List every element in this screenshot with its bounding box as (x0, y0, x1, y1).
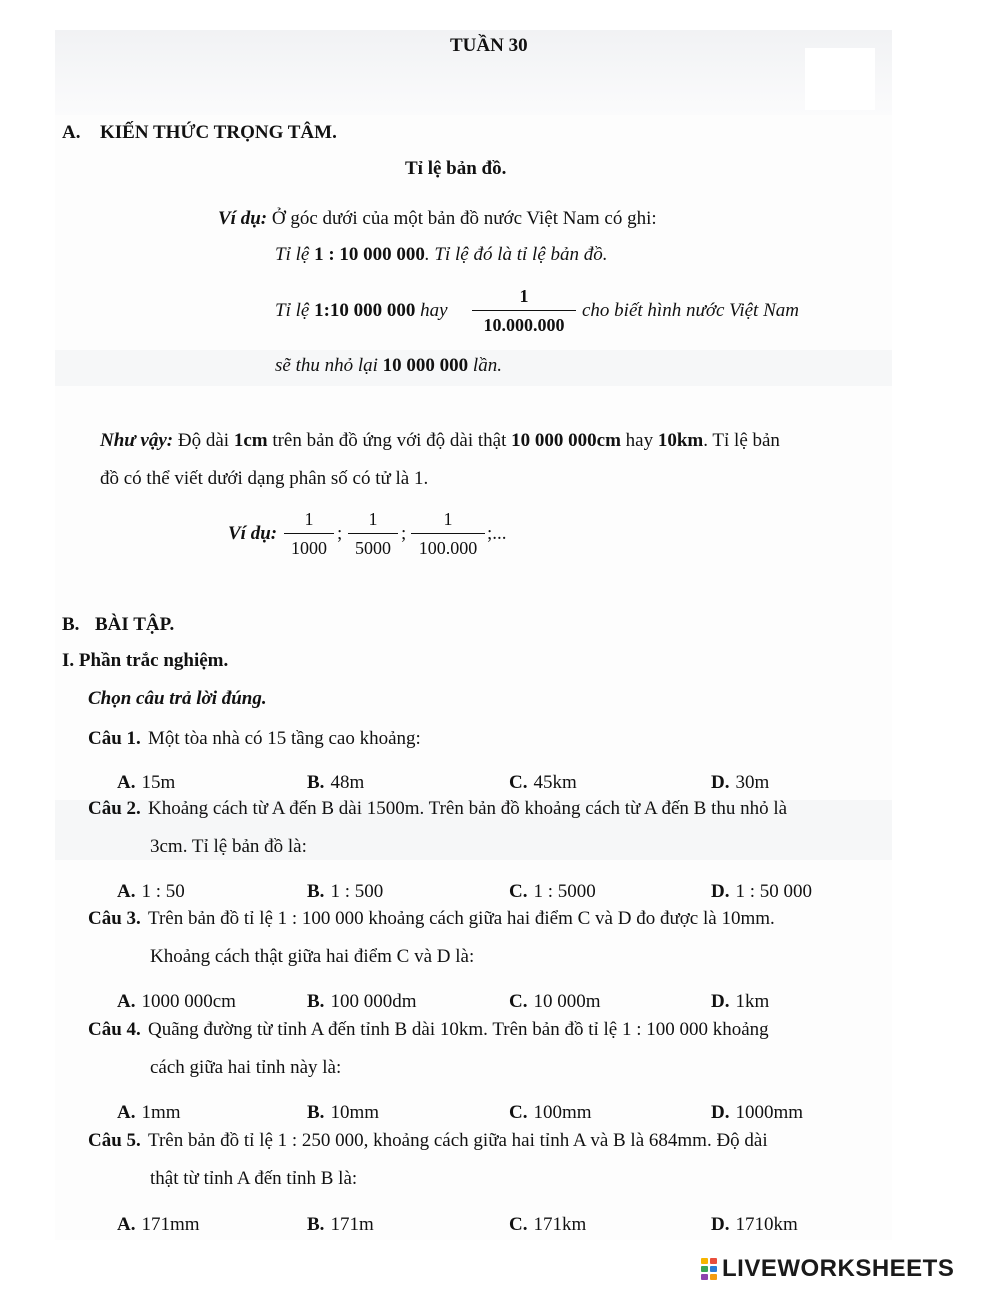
fraction-denominator: 100.000 (411, 533, 485, 559)
liveworksheets-logo (700, 1255, 954, 1283)
option-letter: D. (711, 772, 730, 793)
ratio-prefix: Tỉ lệ (275, 244, 310, 265)
option-text: 1 : 500 (330, 881, 384, 902)
answer-option[interactable] (307, 1214, 374, 1236)
example1-text: Ở góc dưới của một bản đồ nước Việt Nam có ghi: (271, 208, 657, 229)
logo-square (710, 1274, 717, 1280)
option-letter: B. (307, 991, 325, 1012)
answer-option[interactable] (117, 991, 236, 1013)
ratio2-suffix: cho biết hình nước Việt Nam (582, 300, 799, 321)
summary-bold: 1cm (233, 430, 268, 451)
option-letter: D. (711, 1214, 730, 1235)
option-letter: D. (711, 881, 730, 902)
section-a-label: A. (62, 122, 81, 143)
option-letter: A. (117, 991, 136, 1012)
fraction-numerator: 1 (304, 509, 314, 529)
summary-text: trên bản đồ ứng với độ dài thật (272, 430, 507, 451)
option-text: 1 : 50 (141, 881, 185, 902)
fraction-3 (411, 508, 485, 559)
logo-square (701, 1266, 708, 1272)
week-title: TUẦN 30 (450, 35, 528, 56)
answer-option[interactable] (307, 991, 416, 1013)
option-letter: B. (307, 772, 325, 793)
example1-line (218, 208, 657, 230)
question-text: Khoảng cách từ A đến B dài 1500m. Trên bản đồ khoảng cách từ A đến B thu nhỏ là (148, 798, 788, 819)
option-letter: C. (509, 1214, 528, 1235)
option-text: 1710km (735, 1214, 798, 1235)
option-text: 10mm (330, 1102, 379, 1123)
summary-text: . Tỉ lệ bản (703, 430, 780, 451)
ratio2-value: 1:10 000 000 (314, 300, 416, 321)
fraction-separator: ; (401, 523, 407, 544)
question-text-continued: Khoảng cách thật giữa hai điểm C và D là: (150, 946, 475, 967)
question-label: Câu 4. (88, 1019, 141, 1040)
option-letter: B. (307, 1214, 325, 1235)
summary-bold: 10 000 000cm (511, 430, 621, 451)
logo-square (701, 1274, 708, 1280)
question-text-continued: thật từ tỉnh A đến tỉnh B là: (150, 1168, 358, 1189)
liveworksheets-grid-icon (700, 1257, 718, 1281)
ratio2-prefix: Tỉ lệ (275, 300, 310, 321)
answer-option[interactable] (509, 991, 601, 1013)
blank-patch (805, 48, 875, 110)
option-text: 1 : 50 000 (735, 881, 813, 902)
ratio-value: 1 : 10 000 000 (314, 244, 425, 265)
option-letter: C. (509, 881, 528, 902)
question-text-continued: cách giữa hai tỉnh này là: (150, 1057, 342, 1078)
answer-option[interactable] (117, 1102, 181, 1124)
answer-option[interactable] (509, 881, 596, 903)
answer-option[interactable] (307, 881, 383, 903)
answer-option[interactable] (117, 772, 175, 794)
question-text: Trên bản đồ tỉ lệ 1 : 100 000 khoảng cách giữa hai điểm C và D đo được là 10mm. (148, 908, 775, 929)
summary-text: Độ dài (177, 430, 230, 451)
option-letter: D. (711, 1102, 730, 1123)
fraction-numerator: 1 (519, 286, 529, 306)
question-label: Câu 3. (88, 908, 141, 929)
answer-option[interactable] (117, 1214, 200, 1236)
ratio-line-2-left (275, 300, 448, 322)
option-text: 30m (735, 772, 770, 793)
question-label: Câu 5. (88, 1130, 141, 1151)
answer-option[interactable] (711, 991, 769, 1013)
summary-bold: 10km (657, 430, 704, 451)
ratio3-prefix: sẽ thu nhỏ lại (275, 355, 378, 376)
fraction-numerator: 1 (368, 509, 378, 529)
answer-option[interactable] (711, 1214, 798, 1236)
summary-label: Như vậy: (100, 430, 174, 451)
option-text: 1 : 5000 (533, 881, 596, 902)
fraction-denominator: 10.000.000 (472, 310, 576, 336)
answer-option[interactable] (509, 1102, 592, 1124)
option-letter: C. (509, 772, 528, 793)
part1-title: I. Phần trắc nghiệm. (62, 650, 229, 671)
ratio3-suffix: lần. (472, 355, 502, 376)
question-label: Câu 1. (88, 728, 141, 749)
option-text: 48m (330, 772, 365, 793)
option-letter: A. (117, 1102, 136, 1123)
option-letter: A. (117, 772, 136, 793)
logo-text: LIVEWORKSHEETS (722, 1255, 955, 1282)
question-label: Câu 2. (88, 798, 141, 819)
option-letter: D. (711, 991, 730, 1012)
section-a-title: KIẾN THỨC TRỌNG TÂM. (100, 122, 337, 143)
question-text: Một tòa nhà có 15 tầng cao khoảng: (148, 728, 421, 749)
option-text: 171km (533, 1214, 587, 1235)
ratio-line-1 (275, 244, 608, 266)
instruction: Chọn câu trả lời đúng. (88, 688, 267, 709)
option-text: 100 000dm (330, 991, 417, 1012)
option-text: 1km (735, 991, 770, 1012)
summary-text: hay (625, 430, 654, 451)
answer-option[interactable] (711, 772, 769, 794)
logo-square (710, 1258, 717, 1264)
option-text: 171mm (141, 1214, 200, 1235)
question-text-continued: 3cm. Tỉ lệ bản đồ là: (150, 836, 307, 857)
topic-title: Tỉ lệ bản đồ. (405, 158, 507, 179)
fraction-big (472, 285, 576, 336)
example2-label: Ví dụ: (228, 523, 278, 544)
answer-option[interactable] (711, 881, 812, 903)
option-letter: C. (509, 1102, 528, 1123)
section-b-title: BÀI TẬP. (95, 614, 175, 635)
fraction-numerator: 1 (443, 509, 453, 529)
fraction-1 (284, 508, 334, 559)
answer-option[interactable] (509, 1214, 586, 1236)
option-text: 171m (330, 1214, 374, 1235)
ratio-line-3 (275, 355, 502, 377)
fraction-denominator: 1000 (284, 533, 334, 559)
option-text: 100mm (533, 1102, 592, 1123)
question-text: Trên bản đồ tỉ lệ 1 : 250 000, khoảng cách giữa hai tỉnh A và B là 684mm. Độ dài (148, 1130, 768, 1151)
fraction-denominator: 5000 (348, 533, 398, 559)
option-text: 1mm (141, 1102, 181, 1123)
option-text: 15m (141, 772, 176, 793)
option-letter: A. (117, 1214, 136, 1235)
answer-option[interactable] (307, 1102, 379, 1124)
logo-square (710, 1266, 717, 1272)
answer-option[interactable] (307, 772, 364, 794)
section-b-label: B. (62, 614, 80, 635)
option-letter: A. (117, 881, 136, 902)
logo-square (701, 1258, 708, 1264)
option-text: 1000mm (735, 1102, 804, 1123)
option-letter: C. (509, 991, 528, 1012)
ratio-suffix: . Tỉ lệ đó là tỉ lệ bản đồ. (424, 244, 608, 265)
option-letter: B. (307, 881, 325, 902)
fraction-ellipsis: ;... (487, 523, 507, 544)
option-text: 10 000m (533, 991, 601, 1012)
example1-label: Ví dụ: (218, 208, 268, 229)
question-text: Quãng đường từ tỉnh A đến tỉnh B dài 10km. Trên bản đồ tỉ lệ 1 : 100 000 khoảng (148, 1019, 769, 1040)
fraction-2 (348, 508, 398, 559)
fraction-separator: ; (337, 523, 343, 544)
answer-option[interactable] (509, 772, 577, 794)
option-text: 45km (533, 772, 577, 793)
option-text: 1000 000cm (141, 991, 236, 1012)
option-letter: B. (307, 1102, 325, 1123)
summary-line-1 (100, 430, 780, 452)
summary-line-2: đồ có thể viết dưới dạng phân số có tử là 1. (100, 468, 429, 489)
ratio3-bold: 10 000 000 (382, 355, 469, 376)
ratio2-or: hay (420, 300, 448, 321)
answer-option[interactable] (711, 1102, 803, 1124)
answer-option[interactable] (117, 881, 185, 903)
